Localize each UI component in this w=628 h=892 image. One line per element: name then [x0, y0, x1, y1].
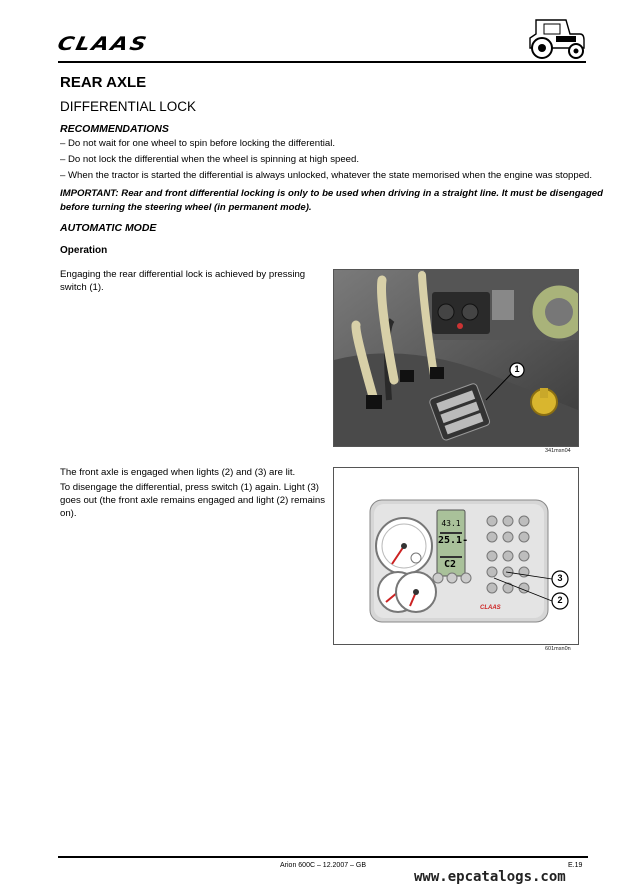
display-bottom-readout: C2: [443, 559, 457, 570]
footer-page-number: E.19: [568, 862, 583, 869]
header-rule: [58, 61, 586, 63]
important-note-line2: before turning the steering wheel (in permanent mode).: [60, 202, 312, 213]
footer-rule: [58, 856, 588, 858]
callout-3: 3: [557, 573, 563, 583]
recommendation-item: – Do not lock the differential when the wheel is spinning at high speed.: [60, 154, 360, 165]
recommendation-item: – When the tractor is started the differential is always unlocked, whatever the state memorised when the engine was stopped.: [60, 170, 593, 181]
paragraph2-line4: on).: [60, 508, 77, 519]
callout-2: 2: [557, 595, 563, 605]
figure1-caption: 341msn04: [545, 448, 571, 454]
tractor-icon: [522, 16, 588, 62]
paragraph2-line1: The front axle is engaged when lights (2) and (3) are lit.: [60, 467, 296, 478]
display-top-readout: 43.1: [441, 519, 461, 528]
display-mid-readout: 25.1-: [438, 535, 469, 546]
switch-photo: [333, 269, 579, 447]
section-title: DIFFERENTIAL LOCK: [60, 99, 197, 114]
figure2-caption: 601msn0n: [545, 646, 571, 652]
watermark: www.epcatalogs.com: [414, 869, 566, 885]
claas-logo: CLAAS: [55, 34, 151, 56]
important-note-line1: IMPORTANT: Rear and front differential locking is only to be used when driving in a straight line. It must be disengaged: [60, 188, 603, 199]
paragraph1-line2: switch (1).: [60, 282, 104, 293]
cab-controls-illustration: [334, 270, 578, 446]
automatic-mode-heading: AUTOMATIC MODE: [60, 222, 157, 234]
instrument-panel-illustration: [334, 468, 578, 644]
recommendations-heading: RECOMMENDATIONS: [60, 123, 169, 135]
paragraph1-line1: Engaging the rear differential lock is achieved by pressing: [60, 269, 306, 280]
instrument-panel-figure: [333, 467, 579, 645]
paragraph2-line2: To disengage the differential, press switch (1) again. Light (3): [60, 482, 319, 493]
operation-heading: Operation: [60, 245, 108, 256]
paragraph2-line3: goes out (the front axle remains engaged and light (2) remains: [60, 495, 326, 506]
callout-1: 1: [514, 364, 520, 374]
recommendation-item: – Do not wait for one wheel to spin before locking the differential.: [60, 138, 336, 149]
panel-brand-logo: CLAAS: [480, 605, 501, 611]
footer-model: Arion 600C – 12.2007 – GB: [280, 862, 367, 869]
page-title: REAR AXLE: [60, 74, 147, 91]
